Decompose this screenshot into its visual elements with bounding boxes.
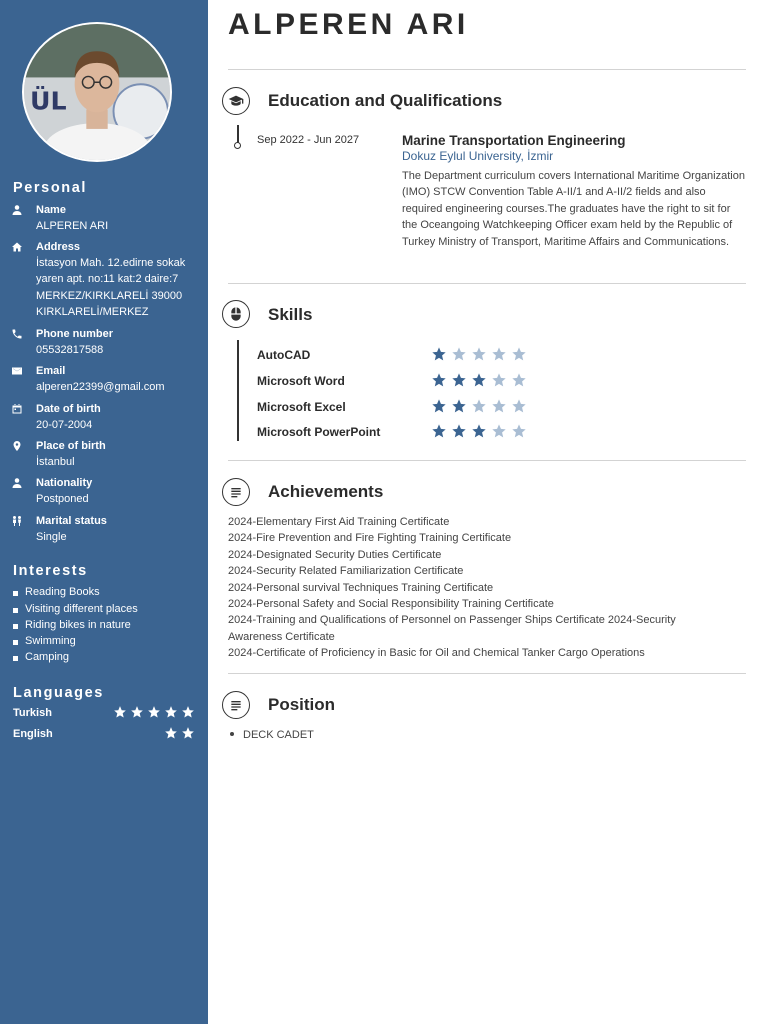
star-filled-icon xyxy=(431,372,447,388)
personal-title: Personal xyxy=(13,180,88,196)
star-filled-icon xyxy=(164,705,178,719)
star-filled-icon xyxy=(181,726,195,740)
list-icon xyxy=(222,691,250,719)
phone-icon xyxy=(11,328,24,341)
divider xyxy=(228,69,746,70)
star-empty-icon xyxy=(511,398,527,414)
personal-nationality xyxy=(11,476,201,507)
skill-rating xyxy=(431,423,527,439)
star-empty-icon xyxy=(491,372,507,388)
interest-item: Swimming xyxy=(13,633,76,649)
achievements-title: Achievements xyxy=(268,482,384,501)
position-list xyxy=(230,729,314,741)
skill-row xyxy=(257,374,537,394)
star-empty-icon xyxy=(451,346,467,362)
star-filled-icon xyxy=(130,705,144,719)
education-date: Sep 2022 - Jun 2027 xyxy=(257,134,360,146)
achievement-item: 2024-Personal Safety and Social Responsibility Training Certificate xyxy=(228,598,554,611)
interests-title: Interests xyxy=(13,563,88,579)
skill-row xyxy=(257,425,537,445)
interest-item: Camping xyxy=(13,649,69,665)
education-degree: Marine Transportation Engineering xyxy=(402,133,626,148)
personal-name xyxy=(11,203,201,234)
info-label: Phone number xyxy=(36,328,114,340)
position-item: DECK CADET xyxy=(230,729,314,741)
info-value: 05532817588 xyxy=(36,344,104,356)
achievement-item: 2024-Elementary First Aid Training Certificate xyxy=(228,516,450,528)
info-value: 20-07-2004 xyxy=(36,419,93,431)
star-filled-icon xyxy=(147,705,161,719)
achievements-list xyxy=(228,514,728,662)
info-value: İstasyon Mah. 12.edirne sokak yaren apt. no:11 kat:2 daire:7 MERKEZ/KIRKLARELİ 39000 KIRKLARELİ/MERKEZ xyxy=(36,257,186,318)
calendar-icon xyxy=(11,403,24,416)
info-label: Marital status xyxy=(36,515,107,527)
divider xyxy=(228,283,746,284)
person-icon xyxy=(11,477,24,490)
position-title: Position xyxy=(268,695,336,714)
personal-dob xyxy=(11,402,201,433)
info-label: Place of birth xyxy=(36,440,106,452)
star-empty-icon xyxy=(511,346,527,362)
email-icon xyxy=(11,365,24,378)
info-label: Nationality xyxy=(36,477,93,489)
star-filled-icon xyxy=(471,372,487,388)
candidate-name: ALPEREN ARI xyxy=(228,8,469,41)
location-pin-icon xyxy=(11,440,24,453)
language-row xyxy=(13,707,195,723)
star-filled-icon xyxy=(451,398,467,414)
achievement-item: 2024-Training and Qualifications of Personnel on Passenger Ships Certificate 2024-Security Awareness Certificate xyxy=(228,614,676,643)
personal-email xyxy=(11,364,201,395)
info-value: ALPEREN ARI xyxy=(36,220,109,232)
interest-item: Reading Books xyxy=(13,584,100,600)
achievement-item: 2024-Designated Security Duties Certificate xyxy=(228,548,442,561)
achievement-item: 2024-Certificate of Proficiency in Basic for Oil and Chemical Tanker Cargo Operations xyxy=(228,647,645,660)
info-value: alperen22399@gmail.com xyxy=(36,381,165,393)
language-name: English xyxy=(13,728,53,740)
interest-item: Visiting different places xyxy=(13,601,138,617)
achievement-item: 2024-Personal survival Techniques Training Certificate xyxy=(228,581,494,594)
skill-row xyxy=(257,348,537,368)
skill-name: Microsoft Word xyxy=(257,374,345,388)
star-empty-icon xyxy=(491,398,507,414)
achievement-item: 2024-Fire Prevention and Fire Fighting Training Certificate xyxy=(228,532,512,545)
skill-name: AutoCAD xyxy=(257,348,311,362)
star-filled-icon xyxy=(181,705,195,719)
star-filled-icon xyxy=(164,726,178,740)
language-name: Turkish xyxy=(13,707,52,719)
info-label: Email xyxy=(36,365,66,377)
skill-rating xyxy=(431,346,527,362)
divider xyxy=(228,673,746,674)
divider xyxy=(228,460,746,461)
info-value: Postponed xyxy=(36,493,89,505)
info-value: Single xyxy=(36,531,67,543)
info-label: Date of birth xyxy=(36,403,101,415)
skills-line xyxy=(237,340,239,441)
interest-item: Riding bikes in nature xyxy=(13,617,131,633)
skill-name: Microsoft PowerPoint xyxy=(257,425,381,439)
personal-address xyxy=(11,240,201,320)
personal-phone xyxy=(11,327,201,358)
list-icon xyxy=(222,478,250,506)
skill-rating xyxy=(431,398,527,414)
education-description: The Department curriculum covers International Maritime Organization (IMO) STCW Convention Table A-II/1 and A-II/2 fields and also required engineering courses.The graduates have the right to sit for the Oceangoing Watchkeeping Officer exam held by the Republic of Turkey Ministry of Transport, Maritime Affairs and Communications. xyxy=(402,170,745,248)
star-empty-icon xyxy=(511,423,527,439)
language-rating xyxy=(164,726,195,740)
info-value: İstanbul xyxy=(36,456,75,468)
language-row xyxy=(13,728,195,744)
achievement-item: 2024-Security Related Familiarization Certificate xyxy=(228,565,464,578)
personal-pob xyxy=(11,439,201,470)
star-empty-icon xyxy=(491,346,507,362)
star-empty-icon xyxy=(471,346,487,362)
profile-photo xyxy=(22,22,172,162)
svg-text:ÜL: ÜL xyxy=(29,86,67,116)
family-icon xyxy=(11,515,24,528)
person-icon xyxy=(11,204,24,217)
skill-row xyxy=(257,400,537,420)
info-label: Address xyxy=(36,241,81,253)
education-school: Dokuz Eylul University, İzmir xyxy=(402,149,554,163)
avatar xyxy=(24,24,170,160)
skill-name: Microsoft Excel xyxy=(257,400,346,414)
education-title: Education and Qualifications xyxy=(268,91,503,110)
skills-title: Skills xyxy=(268,305,313,324)
info-label: Name xyxy=(36,204,66,216)
star-filled-icon xyxy=(431,346,447,362)
star-empty-icon xyxy=(471,398,487,414)
star-filled-icon xyxy=(113,705,127,719)
sidebar xyxy=(0,0,208,1024)
star-filled-icon xyxy=(431,423,447,439)
timeline-dot xyxy=(234,142,241,149)
star-filled-icon xyxy=(451,372,467,388)
mouse-icon xyxy=(222,300,250,328)
skill-rating xyxy=(431,372,527,388)
graduation-cap-icon xyxy=(222,87,250,115)
languages-title: Languages xyxy=(13,685,104,701)
star-filled-icon xyxy=(471,423,487,439)
star-empty-icon xyxy=(491,423,507,439)
personal-marital xyxy=(11,514,201,545)
star-filled-icon xyxy=(451,423,467,439)
home-icon xyxy=(11,241,24,254)
star-filled-icon xyxy=(431,398,447,414)
star-empty-icon xyxy=(511,372,527,388)
language-rating xyxy=(113,705,195,719)
